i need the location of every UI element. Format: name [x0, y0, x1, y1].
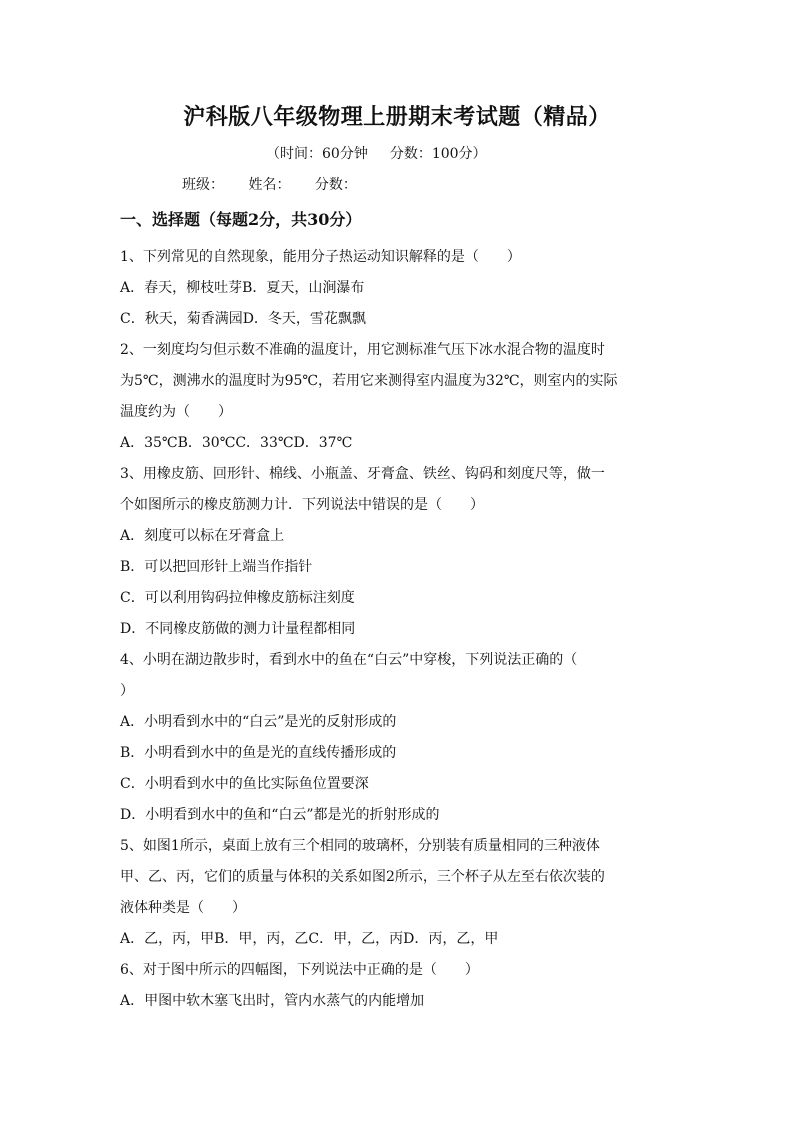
question-4-stem-line-1: 4、小明在湖边散步时，看到水中的鱼在“白云”中穿梭，下列说法正确的（ — [120, 652, 578, 668]
question-4-option-a: A．小明看到水中的“白云”是光的反射形成的 — [120, 714, 397, 730]
question-5-stem-line-2: 甲、乙、丙，它们的质量与体积的关系如图2所示，三个杯子从左至右依次装的 — [120, 869, 605, 885]
question-3-option-d: D．不同橡皮筋做的测力计量程都相同 — [120, 621, 356, 637]
question-2-stem-line-1: 2、一刻度均匀但示数不准确的温度计，用它测标准气压下冰水混合物的温度时 — [120, 342, 605, 358]
question-3-stem-line-1: 3、用橡皮筋、回形针、棉线、小瓶盖、牙膏盒、铁丝、钩码和刻度尺等，做一 — [120, 466, 605, 482]
question-3-option-c: C．可以利用钩码拉伸橡皮筋标注刻度 — [120, 590, 355, 606]
exam-time: （时间：60分钟 — [266, 146, 368, 162]
question-4-stem-line-2: ） — [120, 683, 134, 699]
question-4-option-b: B．小明看到水中的鱼是光的直线传播形成的 — [120, 745, 397, 761]
exam-total-score: 分数：100分） — [389, 146, 487, 162]
question-5-stem-line-3: 液体种类是（ ） — [120, 900, 246, 916]
question-3-stem-line-2: 个如图所示的橡皮筋测力计．下列说法中错误的是（ ） — [120, 497, 484, 513]
question-2-options: A．35℃B．30℃C．33℃D．37℃ — [120, 435, 353, 451]
question-6-option-a: A．甲图中软木塞飞出时，管内水蒸气的内能增加 — [120, 993, 425, 1009]
student-info-line — [182, 175, 377, 195]
questions-body — [120, 242, 680, 1017]
question-4-option-d: D．小明看到水中的鱼和“白云”都是光的折射形成的 — [120, 807, 440, 823]
section-heading-multiple-choice: 一、选择题（每题2分，共30分） — [120, 210, 362, 229]
question-4-option-c: C．小明看到水中的鱼比实际鱼位置要深 — [120, 776, 369, 792]
score-label: 分数： — [314, 177, 357, 193]
class-label: 班级： — [182, 177, 224, 193]
question-5-options: A．乙，丙，甲B．甲，丙，乙C．甲，乙，丙D．丙，乙，甲 — [120, 931, 499, 947]
exam-info — [266, 144, 487, 164]
question-5-stem-line-1: 5、如图1所示，桌面上放有三个相同的玻璃杯，分别装有质量相同的三种液体 — [120, 838, 600, 854]
question-2-stem-line-3: 温度约为（ ） — [120, 404, 232, 420]
question-2-stem-line-2: 为5℃，测沸水的温度时为95℃，若用它来测得室内温度为32℃，则室内的实际 — [120, 373, 618, 389]
question-3-option-a: A．刻度可以标在牙膏盒上 — [120, 528, 285, 544]
name-label: 姓名： — [248, 177, 291, 193]
question-1-stem: 1、下列常见的自然现象，能用分子热运动知识解释的是（ ） — [120, 249, 521, 265]
question-3-option-b: B．可以把回形针上端当作指针 — [120, 559, 313, 575]
question-1-options-ab: A．春天，柳枝吐芽B．夏天，山涧瀑布 — [120, 280, 365, 296]
exam-title: 沪科版八年级物理上册期末考试题（精品） — [183, 104, 611, 130]
question-1-options-cd: C．秋天，菊香满园D．冬天，雪花飘飘 — [120, 311, 366, 327]
question-6-stem: 6、对于图中所示的四幅图，下列说法中正确的是（ ） — [120, 962, 479, 978]
